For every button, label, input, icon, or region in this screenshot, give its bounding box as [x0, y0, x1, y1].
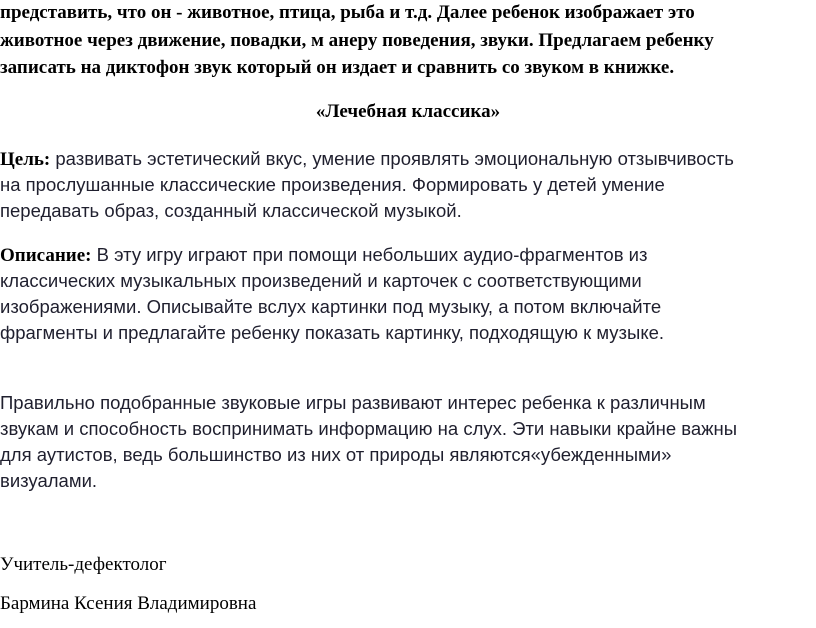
desc-line-3: изображениями. Описывайте вслух картинки под музыку, а потом включайте — [0, 296, 662, 317]
desc-text-1: В эту игру играют при помощи небольших аудио-фрагментов из — [91, 244, 648, 265]
goal-line-1 — [0, 147, 734, 172]
signature-role: Учитель-дефектолог — [0, 554, 167, 575]
goal-text-1: развивать эстетический вкус, умение проявлять эмоциональную отзывчивость — [50, 148, 734, 169]
conclusion-line-3: для аутистов, ведь большинство из них от природы являются«убежденными» — [0, 444, 672, 465]
conclusion-line-4: визуалами. — [0, 470, 98, 491]
game-title: «Лечебная классика» — [315, 101, 501, 122]
intro-line-1: представить, что он - животное, птица, рыба и т.д. Далее ребенок изображает это — [0, 2, 695, 23]
conclusion-line-2: звукам и способность воспринимать информацию на слух. Эти навыки крайне важны — [0, 418, 738, 439]
goal-line-2: на прослушанные классические произведения. Формировать у детей умение — [0, 174, 665, 195]
desc-label: Описание: — [0, 245, 92, 266]
intro-line-2: животное через движение, повадки, м анеру поведения, звуки. Предлагаем ребенку — [0, 30, 714, 51]
desc-line-2: классических музыкальных произведений и карточек с соответствующими — [0, 270, 642, 291]
goal-label: Цель: — [0, 149, 51, 170]
desc-line-4: фрагменты и предлагайте ребенку показать картинку, подходящую к музыке. — [0, 322, 665, 343]
desc-line-1 — [0, 243, 648, 268]
goal-line-3: передавать образ, созданный классической музыкой. — [0, 200, 462, 221]
signature-name: Бармина Ксения Владимировна — [0, 593, 257, 614]
conclusion-line-1: Правильно подобранные звуковые игры развивают интерес ребенка к различным — [0, 392, 706, 413]
intro-line-3: записать на диктофон звук который он издает и сравнить со звуком в книжке. — [0, 57, 675, 78]
